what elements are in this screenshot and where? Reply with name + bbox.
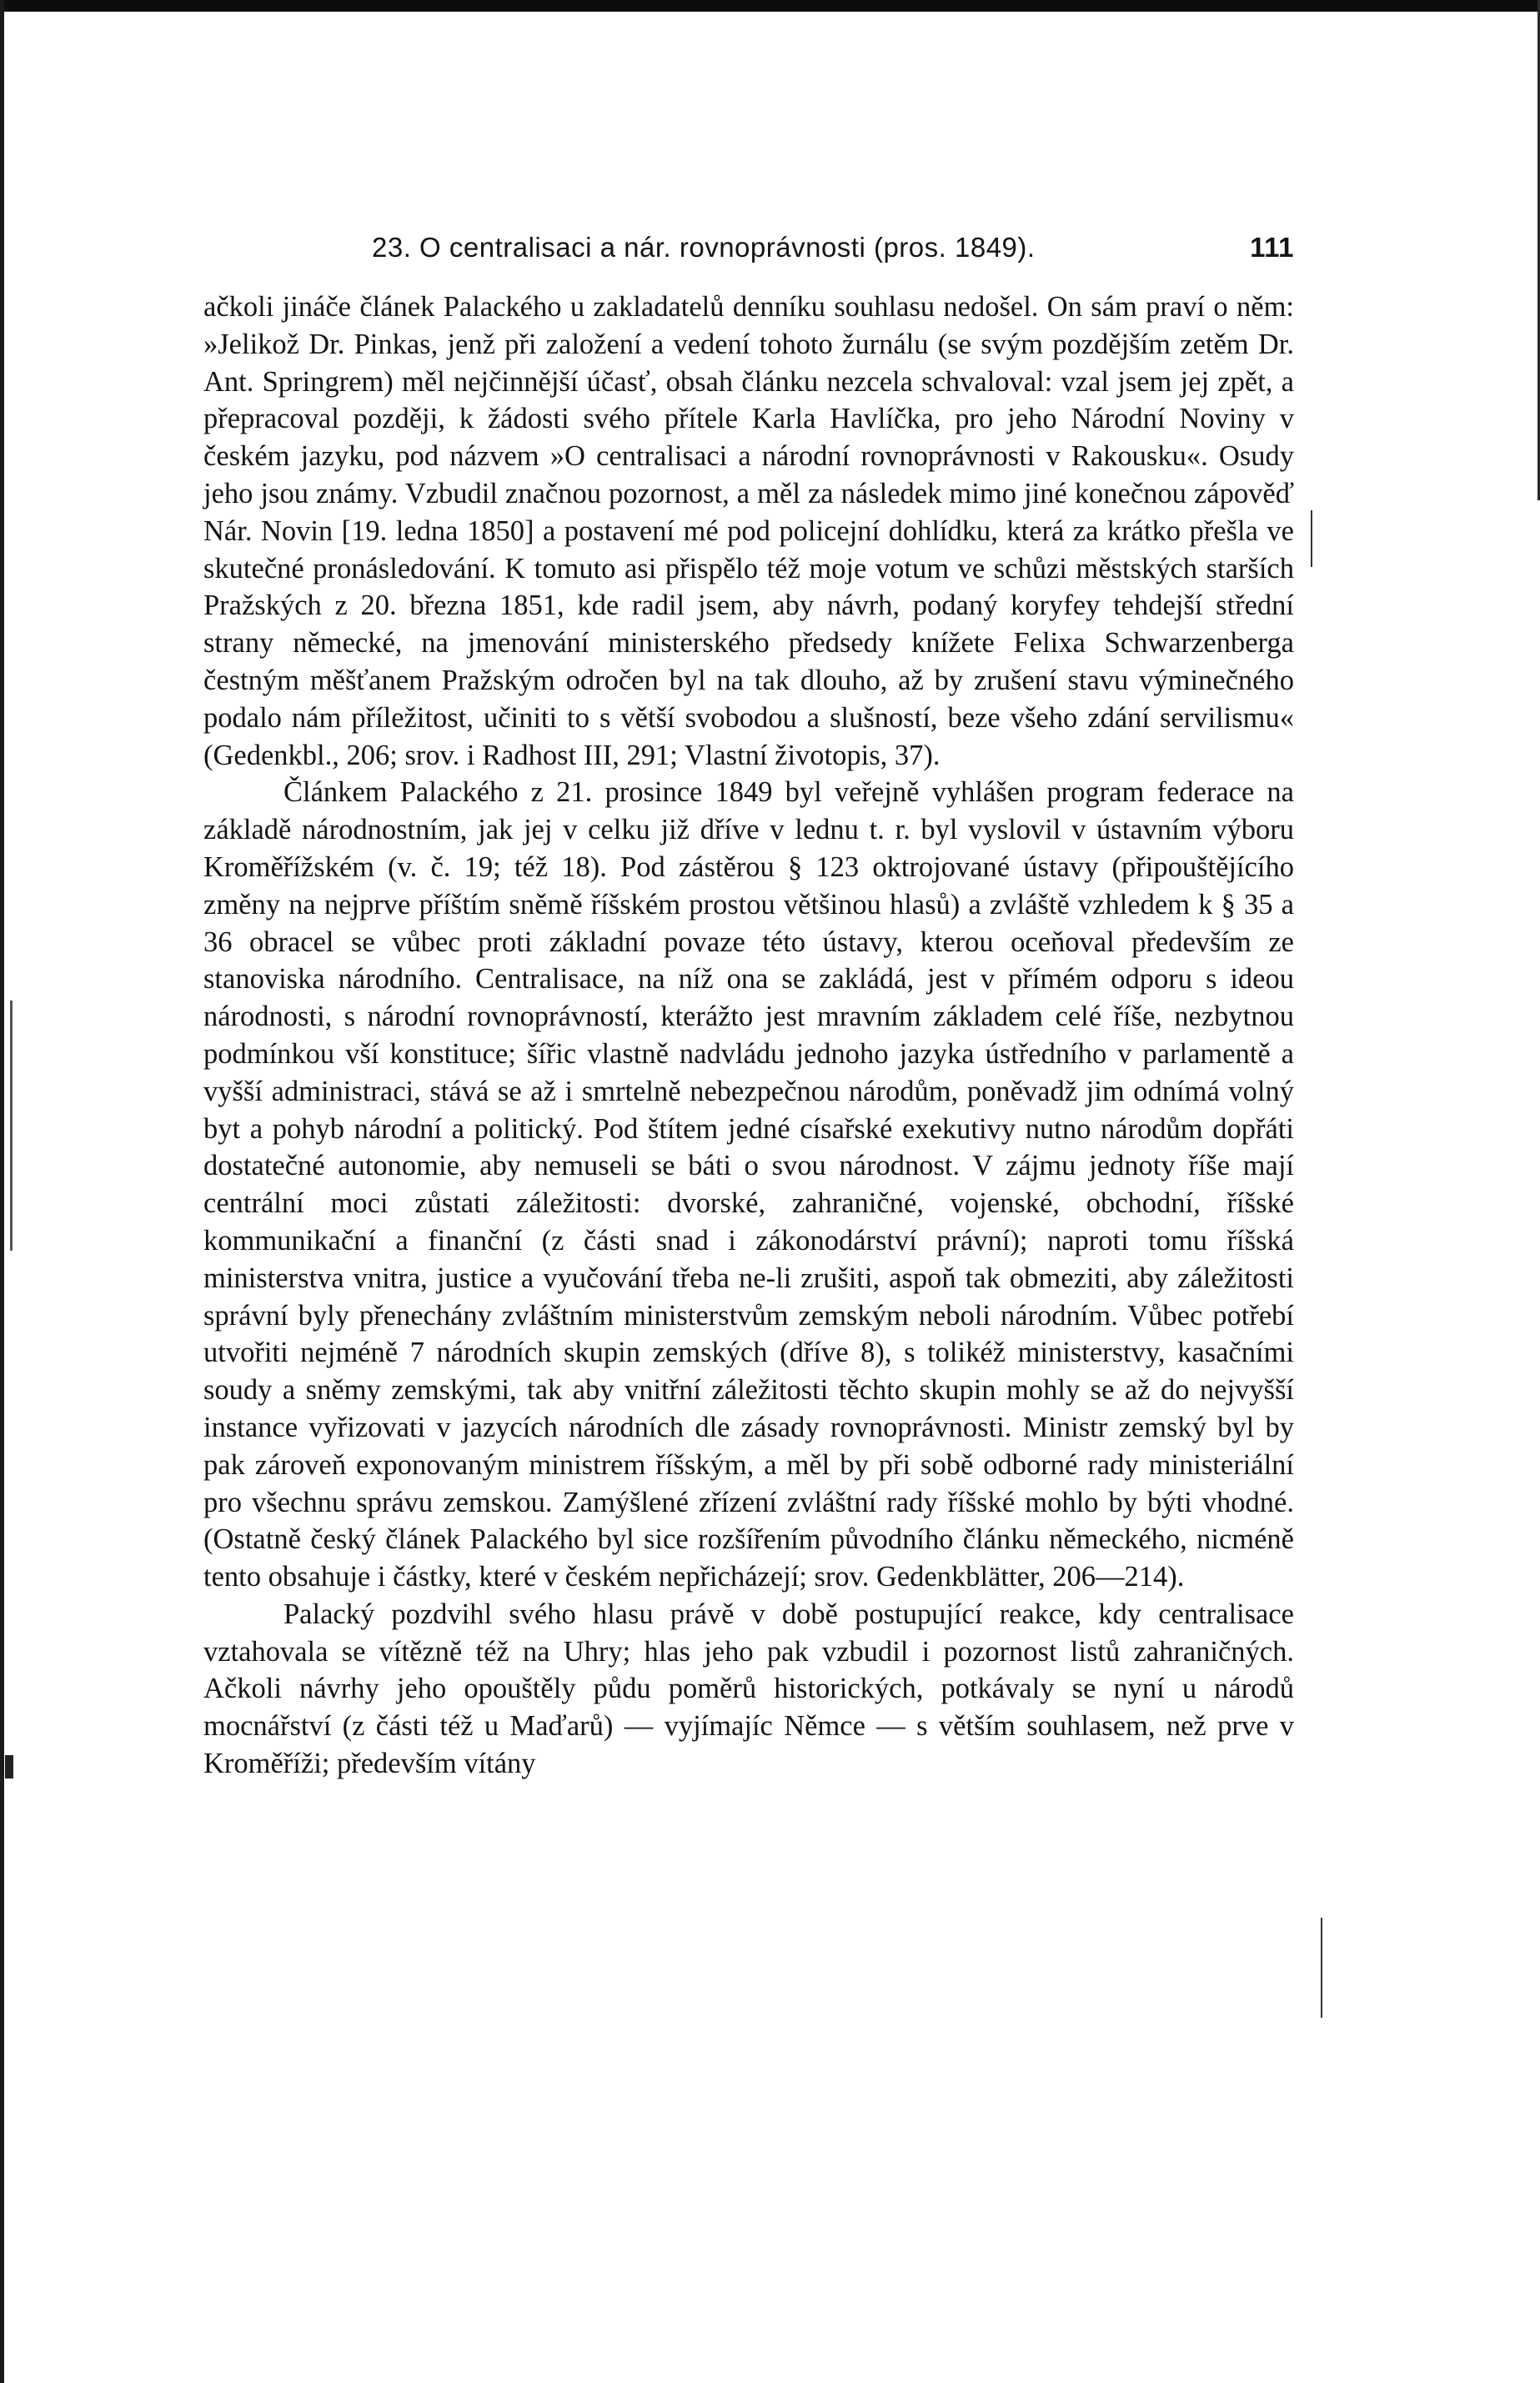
paragraph-3: Palacký pozdvihl svého hlasu právě v době postupující reakce, kdy centralisace vztahovala se vítězně též na Uhry; hlas jeho pak vzbudil i pozornost listů zahraničných. Ačkoli návrhy jeho opouštěly půdu poměrů historických, potkávaly se nyní u národů mocnářství (z části též u Maďarů) — vyjímajíc Němce — s větším souhlasem, než prve v Kroměříži; především vítány [203, 1598, 1294, 1780]
paragraph-2: Článkem Palackého z 21. prosince 1849 byl veřejně vyhlášen program federace na základě národnostním, jak jej v celku již dříve v lednu t. r. byl vyslovil v ústavním výboru Kroměřížském (v. č. 19; též 18). Pod zástěrou § 123 oktrojované ústavy (připouštějícího změny na nejprve příštím sněmě říšském prostou většinou hlasů) a zvláště vzhledem k § 35 a 36 obracel se vůbec proti základní povaze této ústavy, kterou oceňoval především ze stanoviska národního. Centralisace, na níž ona se zakládá, jest v přímém odporu s ideou národnosti, s národní rovnoprávností, kterážto jest mravním základem celé říše, nezbytnou podmínkou vší konstituce; šířic vlastně nadvládu jednoho jazyka ústředního v parlamentě a vyšší administraci, stává se až i smrtelně nebezpečnou národům, poněvadž jim odnímá volný byt a pohyb národní a politický. Pod štítem jedné císařské exekutivy nutno národům dopřáti dostatečné autonomie, aby nemuseli se báti o svou národnost. V zájmu jednoty říše mají centrální moci zůstati záležitosti: dvorské, zahraničné, vojenské, obchodní, říšské kommunikační a finanční (z části snad i zákonodárství právní); naproti tomu říšská ministerstva vnitra, justice a vyučování třeba ne-li zrušiti, aspoň tak obmeziti, aby záležitosti správní byly přenechány zvláštním ministerstvům zemským neboli národním. Vůbec potřebí utvořiti nejméně 7 národních skupin zemských (dříve 8), s tolikéž ministerstvy, kasačními soudy a sněmy zemskými, tak aby vnitřní záležitosti těchto skupin mohly se až do nejvyšší instance vyřizovati v jazycích národních dle zásady rovnoprávnosti. Ministr zemský byl by pak zároveň exponovaným ministrem říšským, a měl by při sobě odborné rady ministeriální pro všechnu správu zemskou. Zamýšlené zřízení zvláštní rady říšské mohlo by býti vhodné. (Ostatně český článek Palackého byl sice rozšířením původního článku německého, nicméně tento obsahuje i částky, které v českém nepřicházejí; srov. Gedenkblätter, 206—214). [203, 776, 1294, 1593]
scan-left-edge [0, 0, 4, 2383]
book-page [203, 225, 1294, 1783]
scan-left-mark [5, 1755, 13, 1778]
scan-left-rule [10, 1001, 13, 1251]
running-title: 23. O centralisaci a nár. rovnoprávnosti (pros. 1849). [372, 232, 1036, 263]
paragraph-1: ačkoli jináče článek Palackého u zakladatelů denníku souhlasu nedošel. On sám praví o něm: »Jelikož Dr. Pinkas, jenž při založení a vedení tohoto žurnálu (se svým pozdějším zetěm Dr. Ant. Springrem) měl nejčinnější účasť, obsah článku nezcela schvaloval: vzal jsem jej zpět, a přepracoval později, k žádosti svého přítele Karla Havlíčka, pro jeho Národní Noviny v českém jazyku, pod názvem »O centralisaci a národní rovnoprávnosti v Rakousku«. Osudy jeho jsou známy. Vzbudil značnou pozornost, a měl za následek mimo jiné konečnou zápověď Nár. Novin [19. ledna 1850] a postavení mé pod policejní dohlídku, která za krátko přešla ve skutečné pronásledování. K tomuto asi přispělo též moje votum ve schůzi městských starších Pražských z 20. března 1851, kde radil jsem, aby návrh, podaný koryfey tehdejší střední strany německé, na jmenování ministerského předsedy knížete Felixa Schwarzenberga čestným měšťanem Pražským odročen byl na tak dlouho, až by zrušení stavu výminečného podalo nám příležitost, učiniti to s větší svobodou a slušností, beze všeho zdání servilismu« (Gedenkbl., 206; srov. i Radhost III, 291; Vlastní životopis, 37). [203, 291, 1294, 771]
margin-mark-lower [1321, 1918, 1322, 2018]
margin-mark-upper [1311, 510, 1312, 567]
body-text [203, 288, 1294, 1783]
page-number: 111 [1250, 232, 1294, 263]
scan-top-border [0, 0, 1540, 12]
running-head [203, 225, 1294, 283]
